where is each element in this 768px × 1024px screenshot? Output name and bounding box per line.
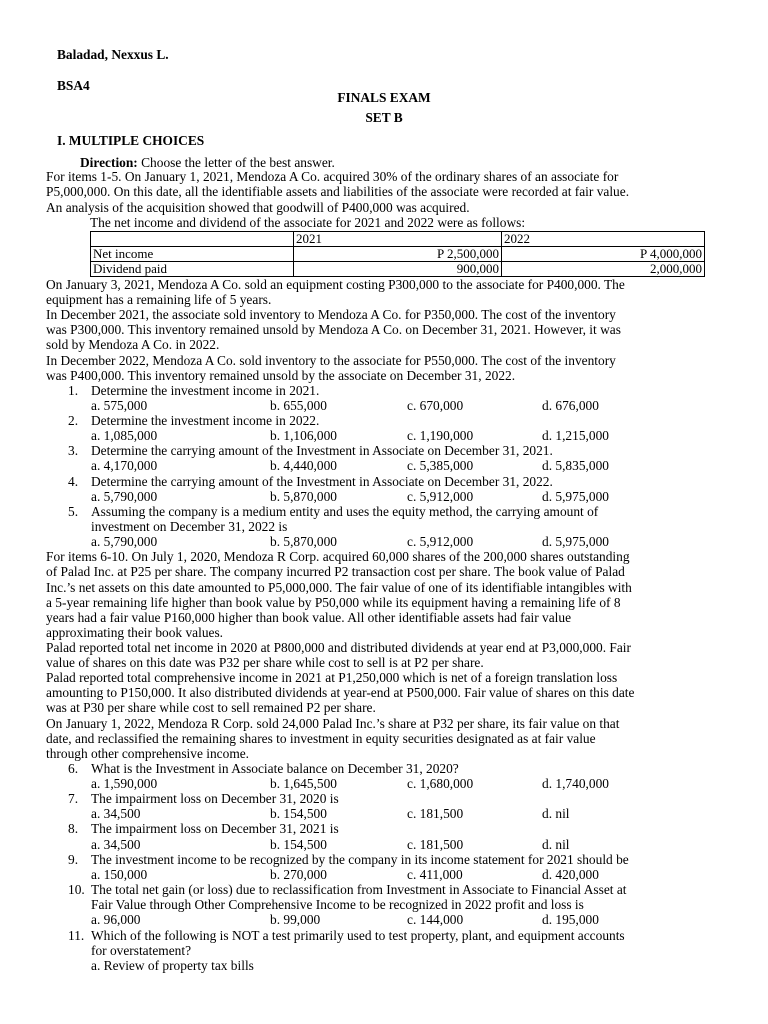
intro3-line: value of shares on this date was P32 per share while cost to sell is at P2 per share. bbox=[46, 655, 484, 670]
intro1-line: An analysis of the acquisition showed that goodwill of P400,000 was acquired. bbox=[46, 200, 470, 215]
question-number: 1. bbox=[68, 383, 79, 398]
option-b: b. 5,870,000 bbox=[270, 534, 337, 549]
intro2-line: was P400,000. This inventory remained unsold by the associate on December 31, 2022. bbox=[46, 368, 516, 383]
intro1-line: For items 1-5. On January 1, 2021, Mendoza A Co. acquired 30% of the ordinary shares of an associate for bbox=[46, 169, 619, 184]
question-text: The impairment loss on December 31, 2020 is bbox=[91, 791, 339, 806]
intro1-line: The net income and dividend of the associate for 2021 and 2022 were as follows: bbox=[90, 215, 526, 230]
question-text: The total net gain (or loss) due to reclassification from Investment in Associate to Financial Asset at bbox=[91, 882, 627, 897]
intro3-line: For items 6-10. On July 1, 2020, Mendoza R Corp. acquired 60,000 shares of the 200,000 shares outstanding bbox=[46, 549, 630, 564]
part-heading: I. MULTIPLE CHOICES bbox=[57, 133, 205, 148]
option-d: d. 1,740,000 bbox=[542, 776, 609, 791]
table-row bbox=[91, 262, 705, 277]
table-cell: P 4,000,000 bbox=[502, 247, 705, 262]
option-d: d. nil bbox=[542, 837, 570, 852]
direction-label: Direction: bbox=[80, 155, 138, 170]
option-a: a. 34,500 bbox=[91, 806, 141, 821]
intro3-line: On January 1, 2022, Mendoza R Corp. sold 24,000 Palad Inc.’s share at P32 per share, its fair value on that bbox=[46, 716, 620, 731]
option-d: d. 195,000 bbox=[542, 912, 599, 927]
intro2-line: In December 2022, Mendoza A Co. sold inventory to the associate for P550,000. The cost of the inventory bbox=[46, 353, 616, 368]
direction-line bbox=[80, 155, 335, 170]
table-header-cell: 2022 bbox=[502, 232, 705, 247]
intro3-line: years had a fair value P160,000 higher than book value. All other identifiable assets had fair value bbox=[46, 610, 572, 625]
option-b: b. 4,440,000 bbox=[270, 458, 337, 473]
option-a: a. 34,500 bbox=[91, 837, 141, 852]
option-b: b. 154,500 bbox=[270, 837, 327, 852]
option-d: d. 420,000 bbox=[542, 867, 599, 882]
question-text: Which of the following is NOT a test primarily used to test property, plant, and equipment accounts bbox=[91, 928, 625, 943]
table-header-cell bbox=[91, 232, 294, 247]
intro1-line: P5,000,000. On this date, all the identifiable assets and liabilities of the associate were recorded at fair value. bbox=[46, 184, 630, 199]
question-text: Assuming the company is a medium entity and uses the equity method, the carrying amount of bbox=[91, 504, 599, 519]
table-cell: 900,000 bbox=[294, 262, 502, 277]
option-c: c. 181,500 bbox=[407, 837, 464, 852]
table-cell: Net income bbox=[91, 247, 294, 262]
exam-set: SET B bbox=[365, 110, 403, 125]
question-text: The impairment loss on December 31, 2021 is bbox=[91, 821, 339, 836]
question-text: investment on December 31, 2022 is bbox=[91, 519, 288, 534]
income-dividend-table bbox=[90, 231, 705, 277]
intro3-line: Palad reported total net income in 2020 at P800,000 and distributed dividends at year end at P3,000,000. Fair bbox=[46, 640, 631, 655]
option-d: d. 5,975,000 bbox=[542, 534, 609, 549]
option-a: a. 5,790,000 bbox=[91, 489, 158, 504]
option-d: d. 1,215,000 bbox=[542, 428, 609, 443]
table-cell: Dividend paid bbox=[91, 262, 294, 277]
question-number: 10. bbox=[68, 882, 85, 897]
intro3-line: was at P30 per share while cost to sell remained P2 per share. bbox=[46, 700, 376, 715]
option-c: c. 411,000 bbox=[407, 867, 463, 882]
question-text: What is the Investment in Associate balance on December 31, 2020? bbox=[91, 761, 459, 776]
option-a: a. Review of property tax bills bbox=[91, 958, 254, 973]
question-number: 8. bbox=[68, 821, 79, 836]
question-number: 6. bbox=[68, 761, 79, 776]
option-a: a. 1,085,000 bbox=[91, 428, 158, 443]
option-a: a. 5,790,000 bbox=[91, 534, 158, 549]
option-d: d. nil bbox=[542, 806, 570, 821]
option-b: b. 99,000 bbox=[270, 912, 321, 927]
option-c: c. 5,912,000 bbox=[407, 534, 474, 549]
table-header-cell: 2021 bbox=[294, 232, 502, 247]
intro3-line: date, and reclassified the remaining shares to investment in equity securities designated as at fair value bbox=[46, 731, 596, 746]
question-text: for overstatement? bbox=[91, 943, 192, 958]
question-number: 3. bbox=[68, 443, 79, 458]
option-a: a. 575,000 bbox=[91, 398, 148, 413]
question-text: Determine the investment income in 2022. bbox=[91, 413, 320, 428]
option-c: c. 5,385,000 bbox=[407, 458, 474, 473]
student-name: Baladad, Nexxus L. bbox=[57, 47, 169, 62]
intro2-line: In December 2021, the associate sold inventory to Mendoza A Co. for P350,000. The cost of the inventory bbox=[46, 307, 616, 322]
option-c: c. 1,680,000 bbox=[407, 776, 474, 791]
question-text: Determine the investment income in 2021. bbox=[91, 383, 320, 398]
option-d: d. 5,835,000 bbox=[542, 458, 609, 473]
student-section: BSA4 bbox=[57, 78, 90, 93]
table-row bbox=[91, 247, 705, 262]
intro2-line: equipment has a remaining life of 5 years. bbox=[46, 292, 272, 307]
intro3-line: through other comprehensive income. bbox=[46, 746, 250, 761]
question-text: Determine the carrying amount of the Investment in Associate on December 31, 2022. bbox=[91, 474, 553, 489]
intro3-line: approximating their book values. bbox=[46, 625, 224, 640]
exam-title: FINALS EXAM bbox=[337, 90, 431, 105]
option-c: c. 181,500 bbox=[407, 806, 464, 821]
option-d: d. 676,000 bbox=[542, 398, 599, 413]
option-b: b. 655,000 bbox=[270, 398, 327, 413]
question-text: The investment income to be recognized by the company in its income statement for 2021 should be bbox=[91, 852, 629, 867]
question-number: 2. bbox=[68, 413, 79, 428]
table-header-row bbox=[91, 232, 705, 247]
question-text: Fair Value through Other Comprehensive Income to be recognized in 2022 profit and loss is bbox=[91, 897, 584, 912]
intro3-line: Inc.’s net assets on this date amounted to P5,000,000. The fair value of one of its identifiable intangibles with bbox=[46, 580, 632, 595]
option-b: b. 1,645,500 bbox=[270, 776, 337, 791]
option-c: c. 144,000 bbox=[407, 912, 464, 927]
option-b: b. 154,500 bbox=[270, 806, 327, 821]
option-d: d. 5,975,000 bbox=[542, 489, 609, 504]
intro2-line: On January 3, 2021, Mendoza A Co. sold an equipment costing P300,000 to the associate for P400,000. The bbox=[46, 277, 625, 292]
question-number: 11. bbox=[68, 928, 85, 943]
direction-text: Choose the letter of the best answer. bbox=[141, 155, 335, 170]
table-cell: 2,000,000 bbox=[502, 262, 705, 277]
question-number: 7. bbox=[68, 791, 79, 806]
table-cell: P 2,500,000 bbox=[294, 247, 502, 262]
option-a: a. 4,170,000 bbox=[91, 458, 158, 473]
intro3-line: Palad reported total comprehensive income in 2021 at P1,250,000 which is net of a foreign translation loss bbox=[46, 670, 618, 685]
intro2-line: sold by Mendoza A Co. in 2022. bbox=[46, 337, 220, 352]
question-text: Determine the carrying amount of the Investment in Associate on December 31, 2021. bbox=[91, 443, 553, 458]
question-number: 4. bbox=[68, 474, 79, 489]
option-c: c. 670,000 bbox=[407, 398, 464, 413]
intro3-line: a 5-year remaining life higher than book value by P50,000 while its equipment having a remaining life of 8 bbox=[46, 595, 621, 610]
option-c: c. 1,190,000 bbox=[407, 428, 474, 443]
option-b: b. 1,106,000 bbox=[270, 428, 337, 443]
question-number: 5. bbox=[68, 504, 79, 519]
intro3-line: amounting to P150,000. It also distributed dividends at year-end at P500,000. Fair value of shares on this date bbox=[46, 685, 635, 700]
option-a: a. 96,000 bbox=[91, 912, 141, 927]
option-b: b. 5,870,000 bbox=[270, 489, 337, 504]
option-b: b. 270,000 bbox=[270, 867, 327, 882]
option-a: a. 1,590,000 bbox=[91, 776, 158, 791]
intro3-line: of Palad Inc. at P25 per share. The company incurred P2 transaction cost per share. The book value of Palad bbox=[46, 564, 625, 579]
question-number: 9. bbox=[68, 852, 79, 867]
intro2-line: was P300,000. This inventory remained unsold by Mendoza A Co. on December 31, 2021. However, it was bbox=[46, 322, 621, 337]
option-c: c. 5,912,000 bbox=[407, 489, 474, 504]
option-a: a. 150,000 bbox=[91, 867, 148, 882]
